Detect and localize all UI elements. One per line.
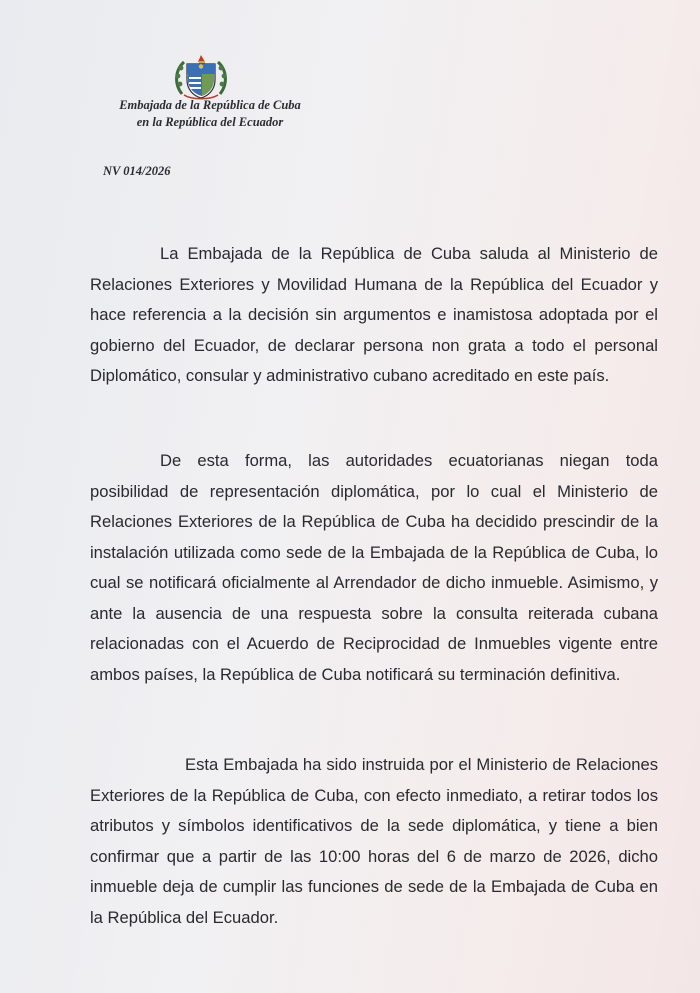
note-reference-number: NV 014/2026 bbox=[103, 164, 171, 178]
embassy-letterhead bbox=[60, 97, 360, 131]
body-paragraph-2: De esta forma, las autoridades ecuatorianas niegan toda posibilidad de representación diplomática, por lo cual el Ministerio de Relaciones Exteriores de la República de Cuba ha decidido prescindir de la instalación utilizada como sede de la Embajada de la República de Cuba, lo cual se notificará oficialmente al Arrendador de dicho inmueble. Asimismo, y ante la ausencia de una respuesta sobre la consulta reiterada cubana relacionadas con el Acuerdo de Reciprocidad de Inmuebles vigente entre ambos países, la República de Cuba notificará su terminación definitiva. bbox=[90, 451, 658, 684]
body-paragraph-3: Esta Embajada ha sido instruida por el Ministerio de Relaciones Exteriores de la República de Cuba, con efecto inmediato, a retirar todos los atributos y símbolos identificativos de la sede diplomática, y tiene a bien confirmar que a partir de las 10:00 horas del 6 de marzo de 2026, dicho inmueble deja de cumplir las funciones de sede de la Embajada de Cuba en la República del Ecuador. bbox=[90, 755, 658, 927]
cuban-coat-of-arms-icon bbox=[172, 54, 230, 100]
letterhead-line-2: en la República del Ecuador bbox=[136, 115, 284, 129]
letterhead-line-1: Embajada de la República de Cuba bbox=[119, 98, 301, 112]
body-paragraph-1: La Embajada de la República de Cuba saluda al Ministerio de Relaciones Exteriores y Movilidad Humana de la República del Ecuador y hace referencia a la decisión sin argumentos e inamistosa adoptada por el gobierno del Ecuador, de declarar persona non grata a todo el personal Diplomático, consular y administrativo cubano acreditado en este país. bbox=[90, 244, 658, 385]
